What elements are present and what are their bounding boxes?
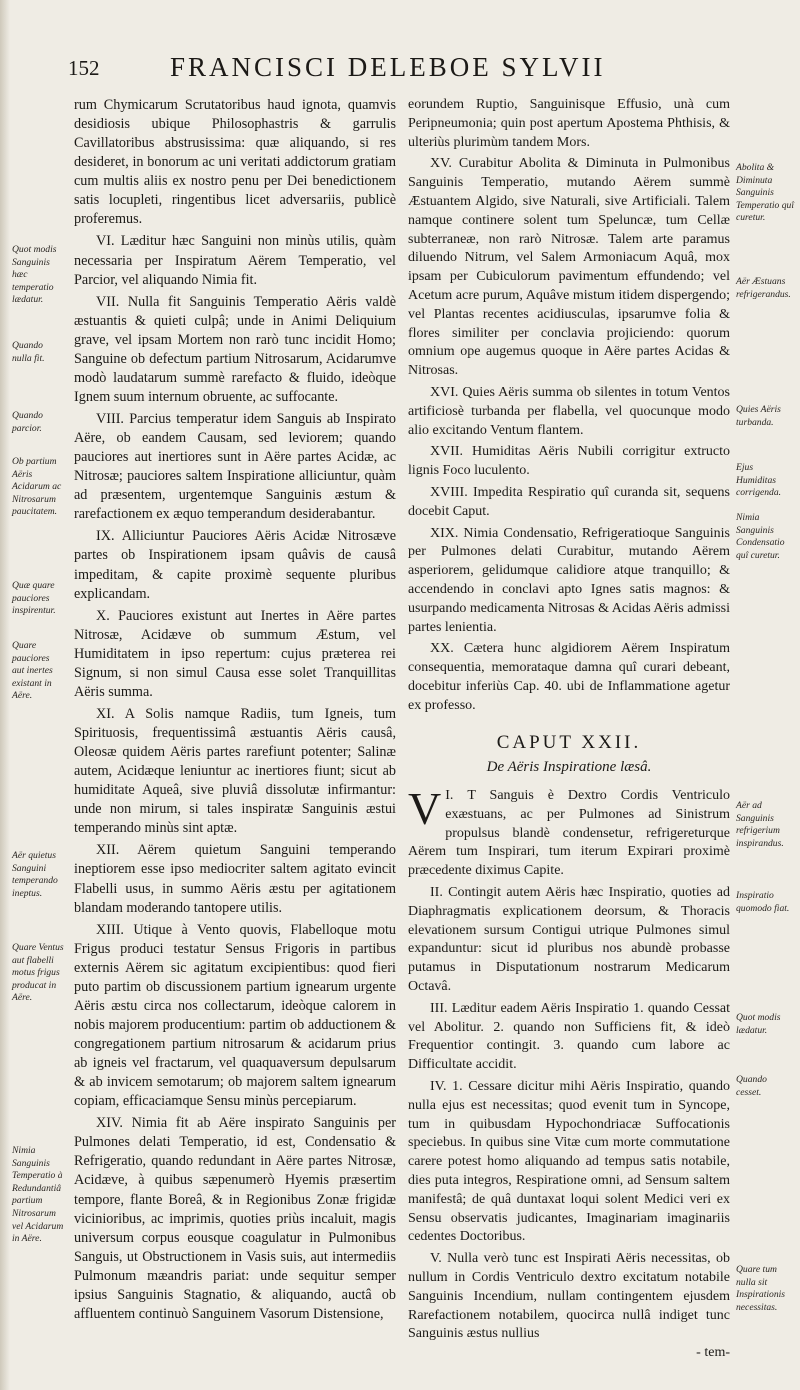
paragraph: IX. Alliciuntur Pauciores Aëris Acidæ Nitrosæve partes ob Inspirationem ipsam quâvis de causâ impeditam, & capite proximè sequente pluribus explicandam.: [74, 528, 396, 602]
paragraph: XII. Aërem quietum Sanguini temperando ineptiorem esse ipso mediocriter saltem agitato evincit Flabelli usus, in summo Aëris æstu per agitationem blandam moderando tantopere utilis.: [74, 842, 396, 916]
margin-note-right: Aër Æstuans refrigerandus.: [736, 276, 791, 300]
margin-note-left: Nimia Sanguinis Temperatio à Redundantiâ partium Nitrosarum vel Acidarum in Aëre.: [12, 1145, 64, 1245]
margin-note-right: Aër ad Sanguinis refrigerium inspirandus.: [736, 800, 784, 849]
chapter-subtitle: De Aëris Inspiratione læsâ.: [486, 759, 652, 776]
left-column: [74, 96, 396, 1324]
right-column: [408, 96, 730, 1363]
paragraph: X. Pauciores existunt aut Inertes in Aëre partes Nitrosæ, Acidæve ob summum Æstum, vel Humiditatem in ipso repertum: cujus præterea rei Signum, si non simul Causa esse solet Tranquillitas Aëris summa.: [74, 607, 396, 700]
margin-note-left: Ob partium Aëris Acidarum ac Nitrosarum paucitatem.: [12, 456, 62, 518]
margin-note-left: Quando nulla fit.: [12, 340, 45, 364]
section-numeral: I.: [445, 788, 454, 804]
margin-note-left: Quare pauciores aut inertes existant in Aëre.: [12, 640, 53, 702]
paragraph: eorundem Ruptio, Sanguinisque Effusio, unà cum Peripneumonia; quin post apertum Apostema Phthisis, & ulteriùs plurimùm tandem Mors.: [408, 97, 730, 150]
paragraph: VIII. Parcius temperatur idem Sanguis ab Inspirato Aëre, ob eandem Causam, sed leviorem; quando pauciores aut inertiores sunt in Aëre partes Acidæ, ac Nitrosæ; pauciores saltem Inspiratione alliciuntur, quàm ad præsentem, urgentemque Sanguinis æstum & rarefactionem ex æquo temperandum desiderabantur.: [74, 411, 396, 523]
paragraph-first: [408, 783, 731, 881]
margin-note-right: Abolita & Diminuta Sanguinis Temperatio quî curetur.: [736, 162, 795, 224]
paragraph: XI. A Solis namque Radiis, tum Igneis, tum Spirituosis, frequentissimâ æstuantis Aëris causâ, Oleosæ quidem Aëris partes rarefiunt potenter; Salinæ autem, Acidæque leniuntur ac inertiores fiunt; sicut ab humiditate Aqueâ, sive pluviâ dissolutæ infirmantur: unde non mirum, si tales inspiratæ Sanguinis æstui temperando minùs sint aptæ.: [74, 705, 396, 837]
margin-note-right: Quando cesset.: [736, 1074, 767, 1098]
margin-note-right: Quare tum nulla sit Inspirationis necessitas.: [736, 1264, 786, 1313]
margin-note-right: Inspiratio quomodo fiat.: [736, 890, 790, 914]
margin-note-right: Ejus Humiditas corrigenda.: [736, 462, 782, 499]
margin-note-left: Aër quietus Sanguini temperando ineptus.: [12, 850, 58, 899]
catchword: - tem-: [696, 1345, 730, 1361]
paragraph: XV. Curabitur Abolita & Diminuta in Pulmonibus Sanguinis Temperatio, mutando Aërem summè Æstuantem Algido, sive Naturali, sive Artificiali. Talem namque continere solent tum Speluncæ, tum Cellæ subterraneæ, non rarò Nitrosæ. Talem arte paramus diluendo Nitrum, vel Salem Armoniacum Aquâ, mox ipsam per Cubiculorum pavimentum effundendo; vel Acetum acre purum, Aquâve mistum itidem dispergendo; vel Plantas recentes acidiusculas, ipsarumve folia & flores similiter per conclavia projiciendo: quorum omnium ope augemus quoque in Aëre partes Acidas & Nitrosas.: [408, 156, 730, 379]
margin-note-left: Quare Ventus aut flabelli motus frigus producat in Aëre.: [12, 942, 64, 1004]
paragraph: XX. Cætera hunc algidiorem Aërem Inspiratum consequentia, memorataque damna quî curari debeant, docebitur inferiùs Cap. 40. ubi de Inflammatione agetur ex professo.: [408, 641, 730, 713]
paragraph: II. Contingit autem Aëris hæc Inspiratio, quoties ad Diaphragmatis explicationem deorsum, & Thoracis elevationem sursum Contigui utrique Pulmones simul expanduntur: sicut id pluribus nos abundè probasse putamus in Disputationum nostrarum Medicarum Octavâ.: [408, 885, 730, 995]
margin-note-left: Quæ quare pauciores inspirentur.: [12, 580, 56, 617]
paragraph: XVIII. Impedita Respiratio quî curanda sit, sequens docebit Caput.: [408, 484, 730, 519]
paragraph: III. Læditur eadem Aëris Inspiratio 1. quando Cessat vel Abolitur. 2. quando non Sufficiens fit, & ideò Frequentior contingit. 3. quando cum labore ac Difficultate accidit.: [408, 1000, 730, 1073]
paragraph: XIII. Utique à Vento quovis, Flabelloque motu Frigus produci testatur Sensus Frigoris in partibus externis Aërem sic agitatum excipientibus: quod fieri puto partim ob discussionem partium ignearum urgente Aëris æstu circa nos collectarum, ideòque calorem in nobis majorem producentium: partim ob adductionem & congregationem partium nitrosarum & acidarum prius ab igneis vel fractarum, vel quaquaversum depulsarum & ab invicem semotarum; ob majorem saltem ignearum copiam, efficaciamque Sensu minùs percepiarum.: [74, 921, 396, 1110]
drop-cap: V: [408, 783, 442, 835]
paragraph: V. Nulla verò tunc est Inspirati Aëris necessitas, ob nullum in Cordis Ventriculo dextro excitatum notabile Sanguinis Incendium, nullam contingentem ejusdem Rarefactionem notabilem, quocirca nullâ indiget tunc Sanguinis æstus nullius: [408, 1251, 730, 1342]
running-head: FRANCISCI DELEBOE SYLVII: [170, 52, 606, 82]
margin-note-left: Quando parcior.: [12, 410, 43, 434]
margin-note-right: Nimia Sanguinis Condensatio quî curetur.: [736, 512, 785, 561]
paragraph: rum Chymicarum Scrutatoribus haud ignota, quamvis desidiosis ubique Philosophastris & garrulis Cavillatoribus abstrusissima: quæ aliquando, si res desideret, in bonorum ac uni veritati addictorum gratiam cum multis aliis ex nostro penu per Dei benedictionem satis locupleti, ringentibus licet adversariis, publicè proferemus.: [74, 97, 396, 228]
paragraph: XVII. Humiditas Aëris Nubili corrigitur extructo lignis Foco luculento.: [408, 444, 730, 479]
margin-note-right: Quot modis lædatur.: [736, 1012, 781, 1036]
page-number: 152: [68, 56, 100, 80]
page-gutter-shadow: [0, 0, 10, 1390]
paragraph-text: T Sanguis è Dextro Cordis Ventriculo exæstuans, ac per Pulmones ad Sinistrum propulsus blandè condensetur, refrigereturque Aërem tum Inspirari, tum iterum Expirari proximè præcedente diximus Capite.: [408, 788, 731, 879]
paragraph: XIV. Nimia fit ab Aëre inspirato Sanguinis per Pulmones delati Temperatio, id est, Condensatio & Refrigeratio, quando redundant in Aëre partes Nitrosæ, Acidæve, à quibus sæpenumerò Hyemis præsertim tempore, flante Boreâ, & in Regionibus Zonæ frigidæ vicinioribus, ac imprimis, quoties priùs incaluit, magis universum corpus eousque coagulatur in Pulmonibus Sanguis, ut Obstructionem in Vasis suis, aut intermediis Pulmonum mæandris pariat: unde sequitur semper ipsius Sanguinis Stagnatio, & aliquando, auctâ ob affluentem continuò Sanguinem Vasorum Distensione,: [74, 1115, 396, 1322]
paragraph: XIX. Nimia Condensatio, Refrigeratioque Sanguinis per Pulmones delati Curabitur, mutando Aërem asperiorem, gelidumque calidiore atque tranquillo; & accendendo in conclavi apto Ignes satis magnos: & usurpando medicamenta Nitrosas & Acidas Aëris admissi partes lenientia.: [408, 525, 730, 635]
margin-note-right: Quies Aëris turbanda.: [736, 404, 781, 428]
chapter-title: CAPUT XXII.: [496, 731, 642, 753]
paragraph: XVI. Quies Aëris summa ob silentes in totum Ventos artificiosè turbanda per flabella, vel quocunque modo alio excitando Ventum flantem.: [408, 384, 730, 438]
margin-note-left: Quot modis Sanguinis hæc temperatio lædatur.: [12, 244, 57, 306]
paragraph: VII. Nulla fit Sanguinis Temperatio Aëris valdè æstuantis & quieti culpâ; unde in Animi Deliquium grave, vel ipsam Mortem non rarò tunc incidit Homo; Sanguine ob defectum partium Nitrosarum, Acidarumve modò laudatarum summè rarefacto & fluido, ideòque Ignem suum internum obruente, ac suffocante.: [74, 293, 396, 405]
page-header: [60, 48, 760, 92]
paragraph: VI. Læditur hæc Sanguini non minùs utilis, quàm necessaria per Inspiratum Aërem Temperatio, vel Parcior, vel aliquando Nimia fit.: [74, 233, 396, 288]
paragraph: IV. 1. Cessare dicitur mihi Aëris Inspiratio, quando nulla ejus est necessitas; quod evenit tum in Syncope, tum in quibusdam Hypochondriacæ Suffocationis speciebus. In quibus sine Vitæ cum morte commutatione carere potest homo aliquando ad tempus satis notabile, dies puta integros, Respiratione omni, ad Sensum saltem manifestâ; de quâ duntaxat loqui solent Medici veri ex Sensu observatis judicantes, Imaginariam imaginariis cedentes Doctoribus.: [408, 1079, 730, 1245]
